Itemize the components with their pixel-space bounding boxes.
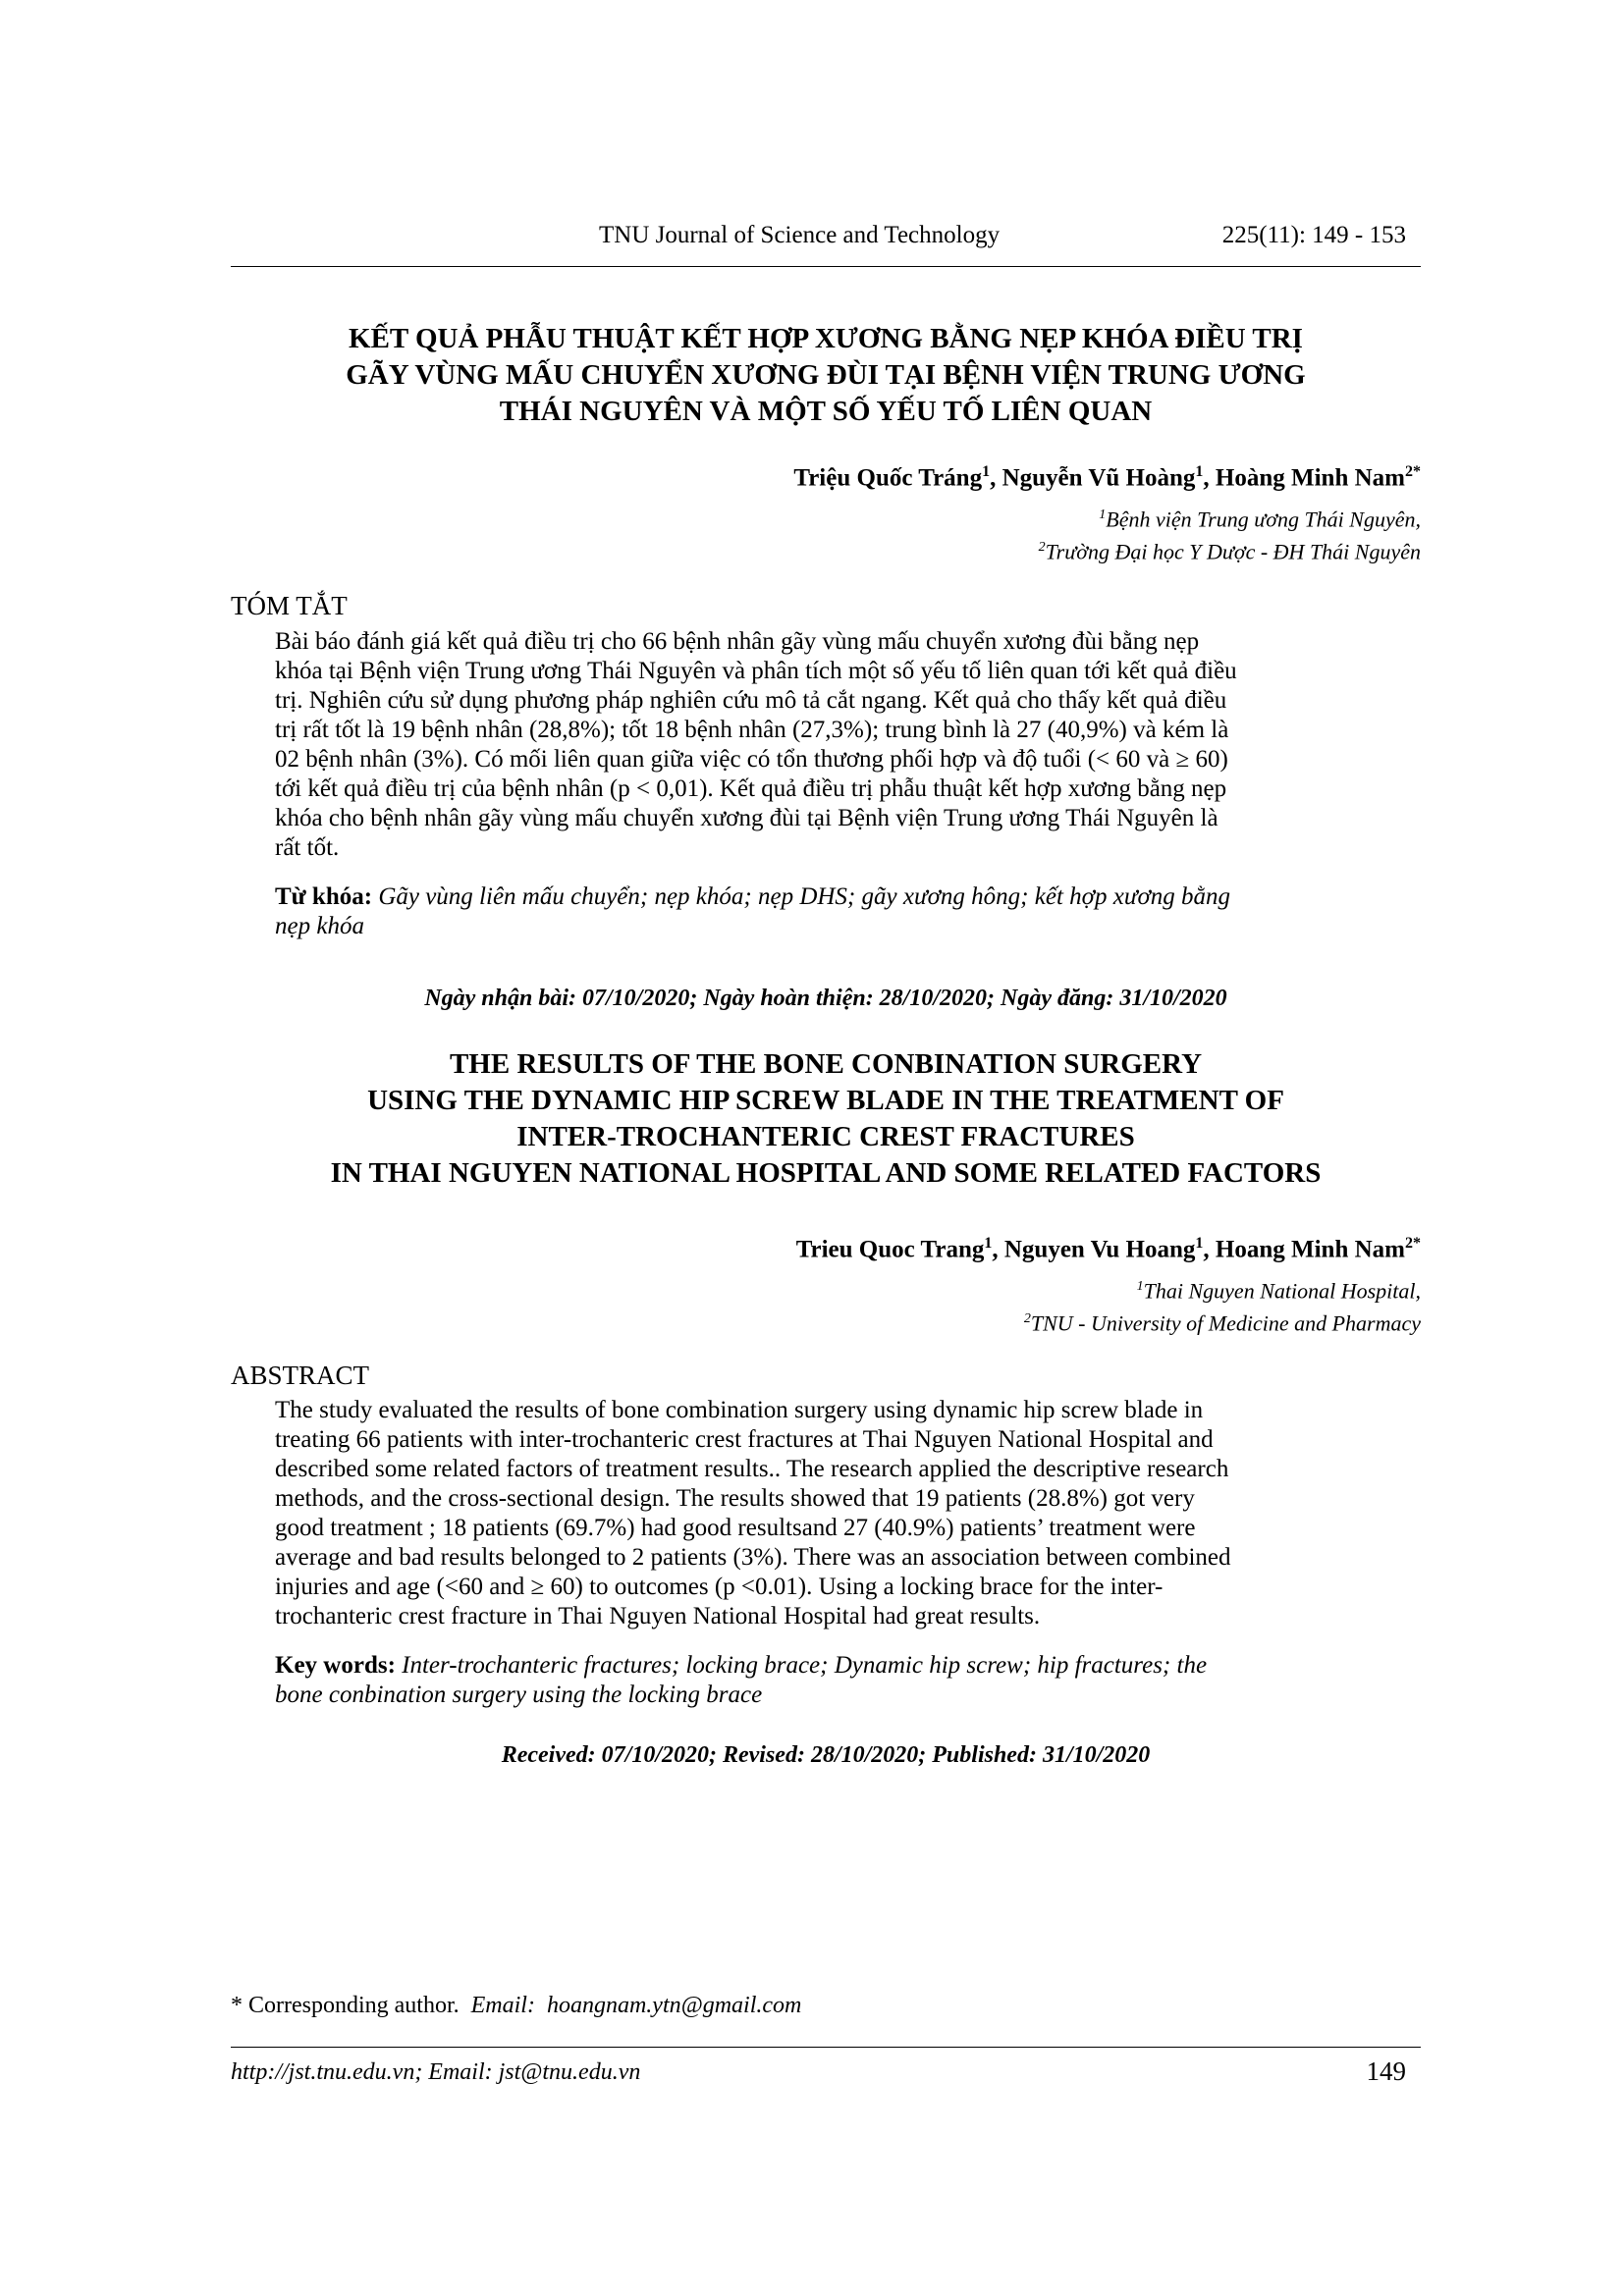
abstract-line: Bài báo đánh giá kết quả điều trị cho 66 bệnh nhân gãy vùng mấu chuyển xương đùi bằng nẹp (275, 628, 1200, 655)
affiliation-text: Thai Nguyen National Hospital, (1143, 1278, 1421, 1304)
abstract-line: tới kết quả điều trị của bệnh nhân (p < 0,01). Kết quả điều trị phẫu thuật kết hợp xương bằng nẹp (275, 775, 1227, 802)
affiliation-sup: 1 (1099, 507, 1107, 522)
title-line: USING THE DYNAMIC HIP SCREW BLADE IN THE TREATMENT OF (367, 1085, 1284, 1116)
affiliation-sup: 2 (1038, 540, 1046, 556)
author-sup: 1 (1195, 1235, 1204, 1252)
keywords-vietnamese (275, 882, 1421, 941)
affiliation-text: Bệnh viện Trung ương Thái Nguyên, (1106, 507, 1421, 532)
author-sep: , (990, 464, 1002, 492)
title-line: GÃY VÙNG MẤU CHUYỂN XƯƠNG ĐÙI TẠI BỆNH VIỆN TRUNG ƯƠNG (346, 359, 1306, 391)
abstract-line: 02 bệnh nhân (3%). Có mối liên quan giữa việc có tổn thương phối hợp và độ tuổi (< 60 và ≥ 60) (275, 746, 1228, 773)
title-vietnamese (231, 321, 1421, 430)
abstract-line: trị. Nghiên cứu sử dụng phương pháp nghiên cứu mô tả cắt ngang. Kết quả cho thấy kết quả điều (275, 687, 1227, 714)
dates-english: Received: 07/10/2020; Revised: 28/10/2020; Published: 31/10/2020 (501, 1742, 1151, 1768)
affiliation (231, 533, 1421, 565)
affiliations-english (231, 1272, 1421, 1338)
abstract-line: trochanteric crest fracture in Thai Nguyen National Hospital had great results. (275, 1603, 1041, 1629)
abstract-heading-vietnamese: TÓM TẮT (231, 591, 348, 620)
abstract-line: khóa tại Bệnh viện Trung ương Thái Nguyên và phân tích một số yếu tố liên quan tới kết quả điều (275, 658, 1237, 684)
abstract-line: described some related factors of treatment results.. The research applied the descriptive research (275, 1456, 1229, 1482)
abstract-line: khóa cho bệnh nhân gãy vùng mấu chuyển xương đùi tại Bệnh viện Trung ương Thái Nguyên là (275, 805, 1218, 831)
title-line: KẾT QUẢ PHẪU THUẬT KẾT HỢP XƯƠNG BẰNG NẸP KHÓA ĐIỀU TRỊ (349, 323, 1303, 354)
abstract-line: trị rất tốt là 19 bệnh nhân (28,8%); tốt 18 bệnh nhân (27,3%); trung bình là 27 (40,9%) và kém là (275, 717, 1229, 743)
abstract-line: rất tốt. (275, 834, 340, 861)
footnote-label: * Corresponding author. (231, 1993, 460, 2018)
abstract-line: injuries and age (<60 and ≥ 60) to outcomes (p <0.01). Using a locking brace for the inter- (275, 1574, 1164, 1600)
authors-english (231, 1235, 1421, 1263)
affiliation-text: TNU - University of Medicine and Pharmacy (1030, 1310, 1421, 1336)
issue-pages: 225(11): 149 - 153 (1221, 222, 1406, 248)
title-line: IN THAI NGUYEN NATIONAL HOSPITAL AND SOME RELATED FACTORS (330, 1157, 1322, 1189)
abstract-line: average and bad results belonged to 2 patients (3%). There was an association between combined (275, 1544, 1231, 1571)
author-sup: 1 (1195, 463, 1204, 480)
keywords-english (275, 1651, 1421, 1710)
keywords-text: Gãy vùng liên mấu chuyển; nẹp khóa; nẹp DHS; gãy xương hông; kết hợp xương bằng (378, 883, 1231, 910)
page-number: 149 (1366, 2056, 1406, 2086)
author-name: Nguyễn Vũ Hoàng (1001, 464, 1196, 492)
keywords-text: bone conbination surgery using the locking brace (275, 1682, 763, 1708)
footnote-email-label: Email: (470, 1993, 535, 2018)
author-sup: 1 (984, 1235, 993, 1252)
keywords-label: Key words: (275, 1652, 396, 1679)
author-name: Nguyen Vu Hoang (1003, 1236, 1196, 1263)
journal-name: TNU Journal of Science and Technology (599, 222, 1001, 248)
authors-vietnamese (231, 463, 1421, 492)
title-line: INTER-TROCHANTERIC CREST FRACTURES (516, 1121, 1135, 1152)
abstract-english (275, 1396, 1421, 1631)
running-header (231, 222, 1421, 261)
author-sup: 2* (1405, 1235, 1421, 1252)
affiliation-text: Trường Đại học Y Dược - ĐH Thái Nguyên (1045, 539, 1421, 564)
footer-rule (231, 2047, 1421, 2048)
affiliation (231, 1305, 1421, 1337)
author-sep: , (1203, 464, 1216, 492)
affiliation-sup: 1 (1136, 1279, 1144, 1294)
author-name: Triệu Quốc Tráng (793, 464, 983, 492)
affiliation-sup: 2 (1023, 1311, 1031, 1327)
keywords-text: nẹp khóa (275, 913, 364, 939)
author-name: Trieu Quoc Trang (795, 1236, 985, 1263)
keywords-label: Từ khóa: (275, 883, 373, 910)
title-line: THE RESULTS OF THE BONE CONBINATION SURGERY (449, 1048, 1203, 1080)
title-english (231, 1046, 1421, 1192)
author-name: Hoang Minh Nam (1215, 1236, 1405, 1263)
abstract-line: methods, and the cross-sectional design. The results showed that 19 patients (28.8%) got very (275, 1485, 1195, 1512)
dates-vietnamese: Ngày nhận bài: 07/10/2020; Ngày hoàn thiện: 28/10/2020; Ngày đăng: 31/10/2020 (424, 986, 1227, 1011)
abstract-line: good treatment ; 18 patients (69.7%) had good resultsand 27 (40.9%) patients’ treatment were (275, 1515, 1196, 1541)
corresponding-author-footnote (231, 1993, 801, 2019)
abstract-heading-english: ABSTRACT (231, 1361, 370, 1390)
corresponding-email-link[interactable]: hoangnam.ytn@gmail.com (546, 1993, 802, 2018)
author-sep: , (1203, 1236, 1216, 1263)
author-sep: , (992, 1236, 1004, 1263)
affiliation (231, 1272, 1421, 1305)
abstract-line: The study evaluated the results of bone combination surgery using dynamic hip screw blade in (275, 1397, 1204, 1423)
author-name: Hoàng Minh Nam (1215, 464, 1405, 492)
footer-url[interactable]: http://jst.tnu.edu.vn; Email: jst@tnu.edu.vn (231, 2059, 641, 2085)
abstract-vietnamese (275, 627, 1421, 863)
abstract-line: treating 66 patients with inter-trochanteric crest fractures at Thai Nguyen National Hospital and (275, 1426, 1214, 1453)
title-line: THÁI NGUYÊN VÀ MỘT SỐ YẾU TỐ LIÊN QUAN (499, 396, 1153, 427)
affiliation (231, 501, 1421, 533)
keywords-text: Inter-trochanteric fractures; locking brace; Dynamic hip screw; hip fractures; the (402, 1652, 1208, 1679)
header-rule (231, 266, 1421, 267)
author-sup: 2* (1405, 463, 1421, 480)
affiliations-vietnamese (231, 501, 1421, 566)
author-sup: 1 (982, 463, 991, 480)
